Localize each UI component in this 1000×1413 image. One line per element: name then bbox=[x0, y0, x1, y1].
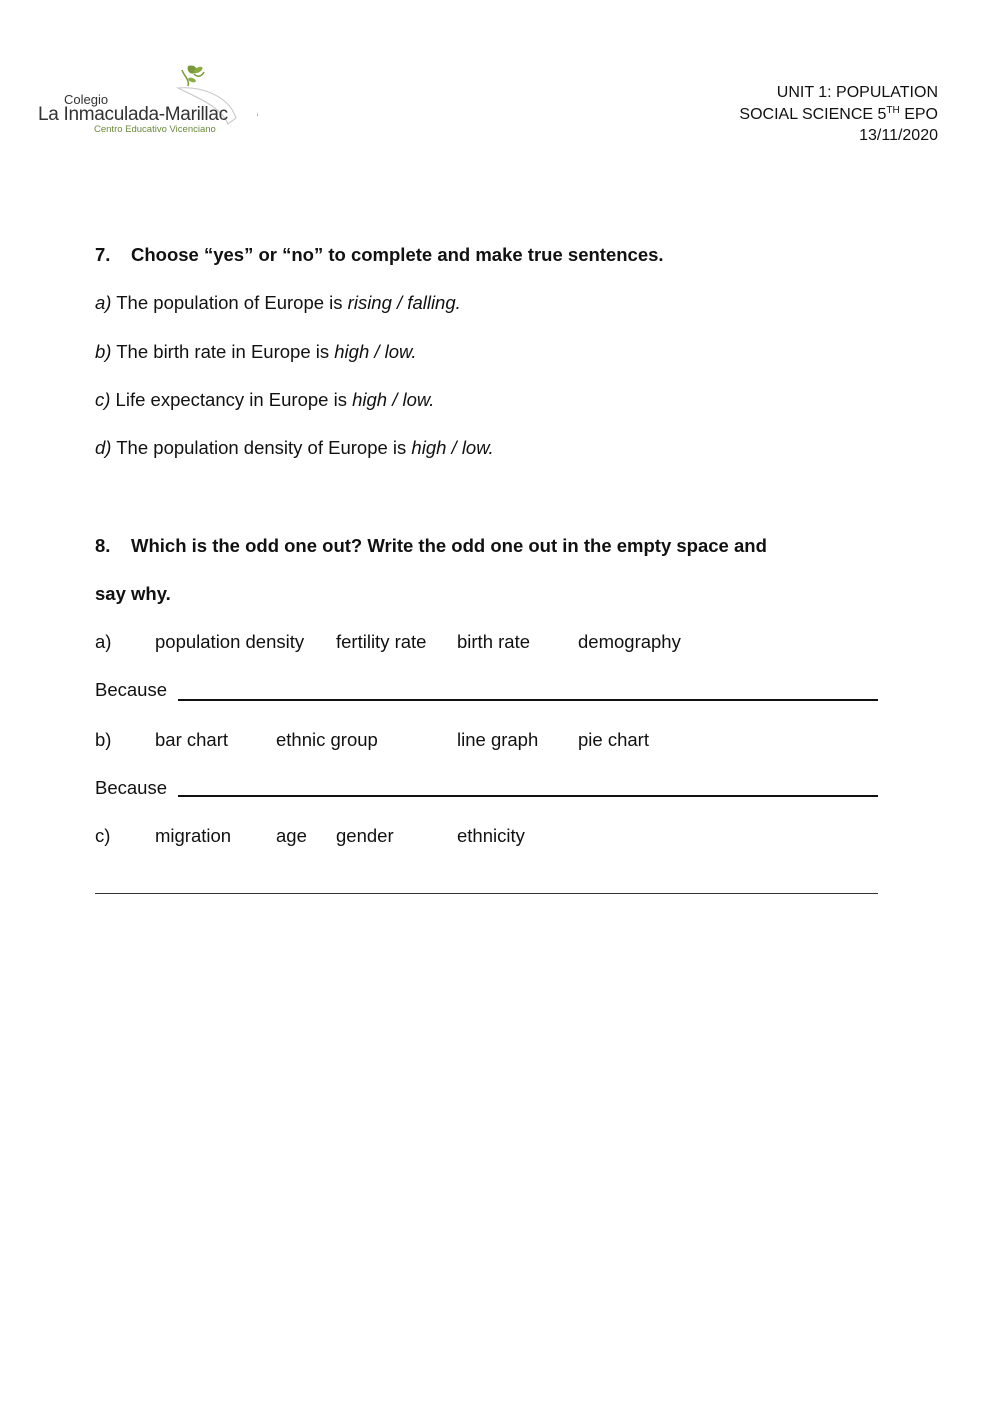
answer-line-c[interactable] bbox=[95, 893, 878, 894]
answer-line-a[interactable] bbox=[178, 699, 878, 701]
choice-c[interactable]: high / low. bbox=[352, 389, 435, 410]
question-7-item-c: c) Life expectancy in Europe is high / low. bbox=[95, 389, 435, 410]
group-b-letter: b) bbox=[95, 729, 112, 750]
logo-line-1: Colegio bbox=[64, 92, 109, 107]
word-item: ethnic group bbox=[276, 729, 378, 750]
question-8-title: 8. Which is the odd one out? Write the odd one out in the empty space and bbox=[95, 535, 767, 556]
word-item: birth rate bbox=[457, 631, 531, 652]
document-header bbox=[739, 82, 938, 147]
group-c-letter: c) bbox=[95, 825, 111, 846]
word-item: migration bbox=[155, 825, 232, 846]
word-item: bar chart bbox=[155, 729, 229, 750]
word-item: population density bbox=[155, 631, 305, 652]
choice-d[interactable]: high / low. bbox=[411, 437, 494, 458]
group-a-letter: a) bbox=[95, 631, 112, 652]
word-item: ethnicity bbox=[457, 825, 525, 846]
course-title: SOCIAL SCIENCE 5TH EPO bbox=[739, 104, 938, 123]
document-date: 13/11/2020 bbox=[859, 127, 938, 144]
logo-line-3: Centro Educativo Vicenciano bbox=[94, 124, 216, 135]
logo-line-2: La Inmaculada-Marillac bbox=[38, 104, 228, 125]
choice-a[interactable]: rising / falling. bbox=[347, 292, 461, 313]
word-item: pie chart bbox=[578, 729, 649, 750]
because-label-b: Because bbox=[95, 777, 167, 798]
question-8-title-line-2: say why. bbox=[95, 583, 171, 604]
odd-one-out-group-c bbox=[95, 825, 895, 849]
question-7-item-a: a) The population of Europe is rising / falling. bbox=[95, 292, 461, 313]
question-7-item-b: b) The birth rate in Europe is high / low. bbox=[95, 341, 417, 362]
word-item: fertility rate bbox=[336, 631, 427, 652]
question-7-item-d: d) The population density of Europe is high / low. bbox=[95, 437, 494, 458]
school-logo bbox=[38, 58, 258, 142]
word-item: line graph bbox=[457, 729, 539, 750]
choice-b[interactable]: high / low. bbox=[334, 341, 417, 362]
word-item: age bbox=[276, 825, 307, 846]
word-item: demography bbox=[578, 631, 681, 652]
odd-one-out-group-b bbox=[95, 729, 895, 753]
word-item: gender bbox=[336, 825, 394, 846]
odd-one-out-group-a bbox=[95, 631, 895, 655]
answer-line-b[interactable] bbox=[178, 795, 878, 797]
unit-title: UNIT 1: POPULATION bbox=[776, 84, 938, 101]
question-7-title: 7. Choose “yes” or “no” to complete and make true sentences. bbox=[95, 244, 664, 265]
because-label-a: Because bbox=[95, 679, 167, 700]
